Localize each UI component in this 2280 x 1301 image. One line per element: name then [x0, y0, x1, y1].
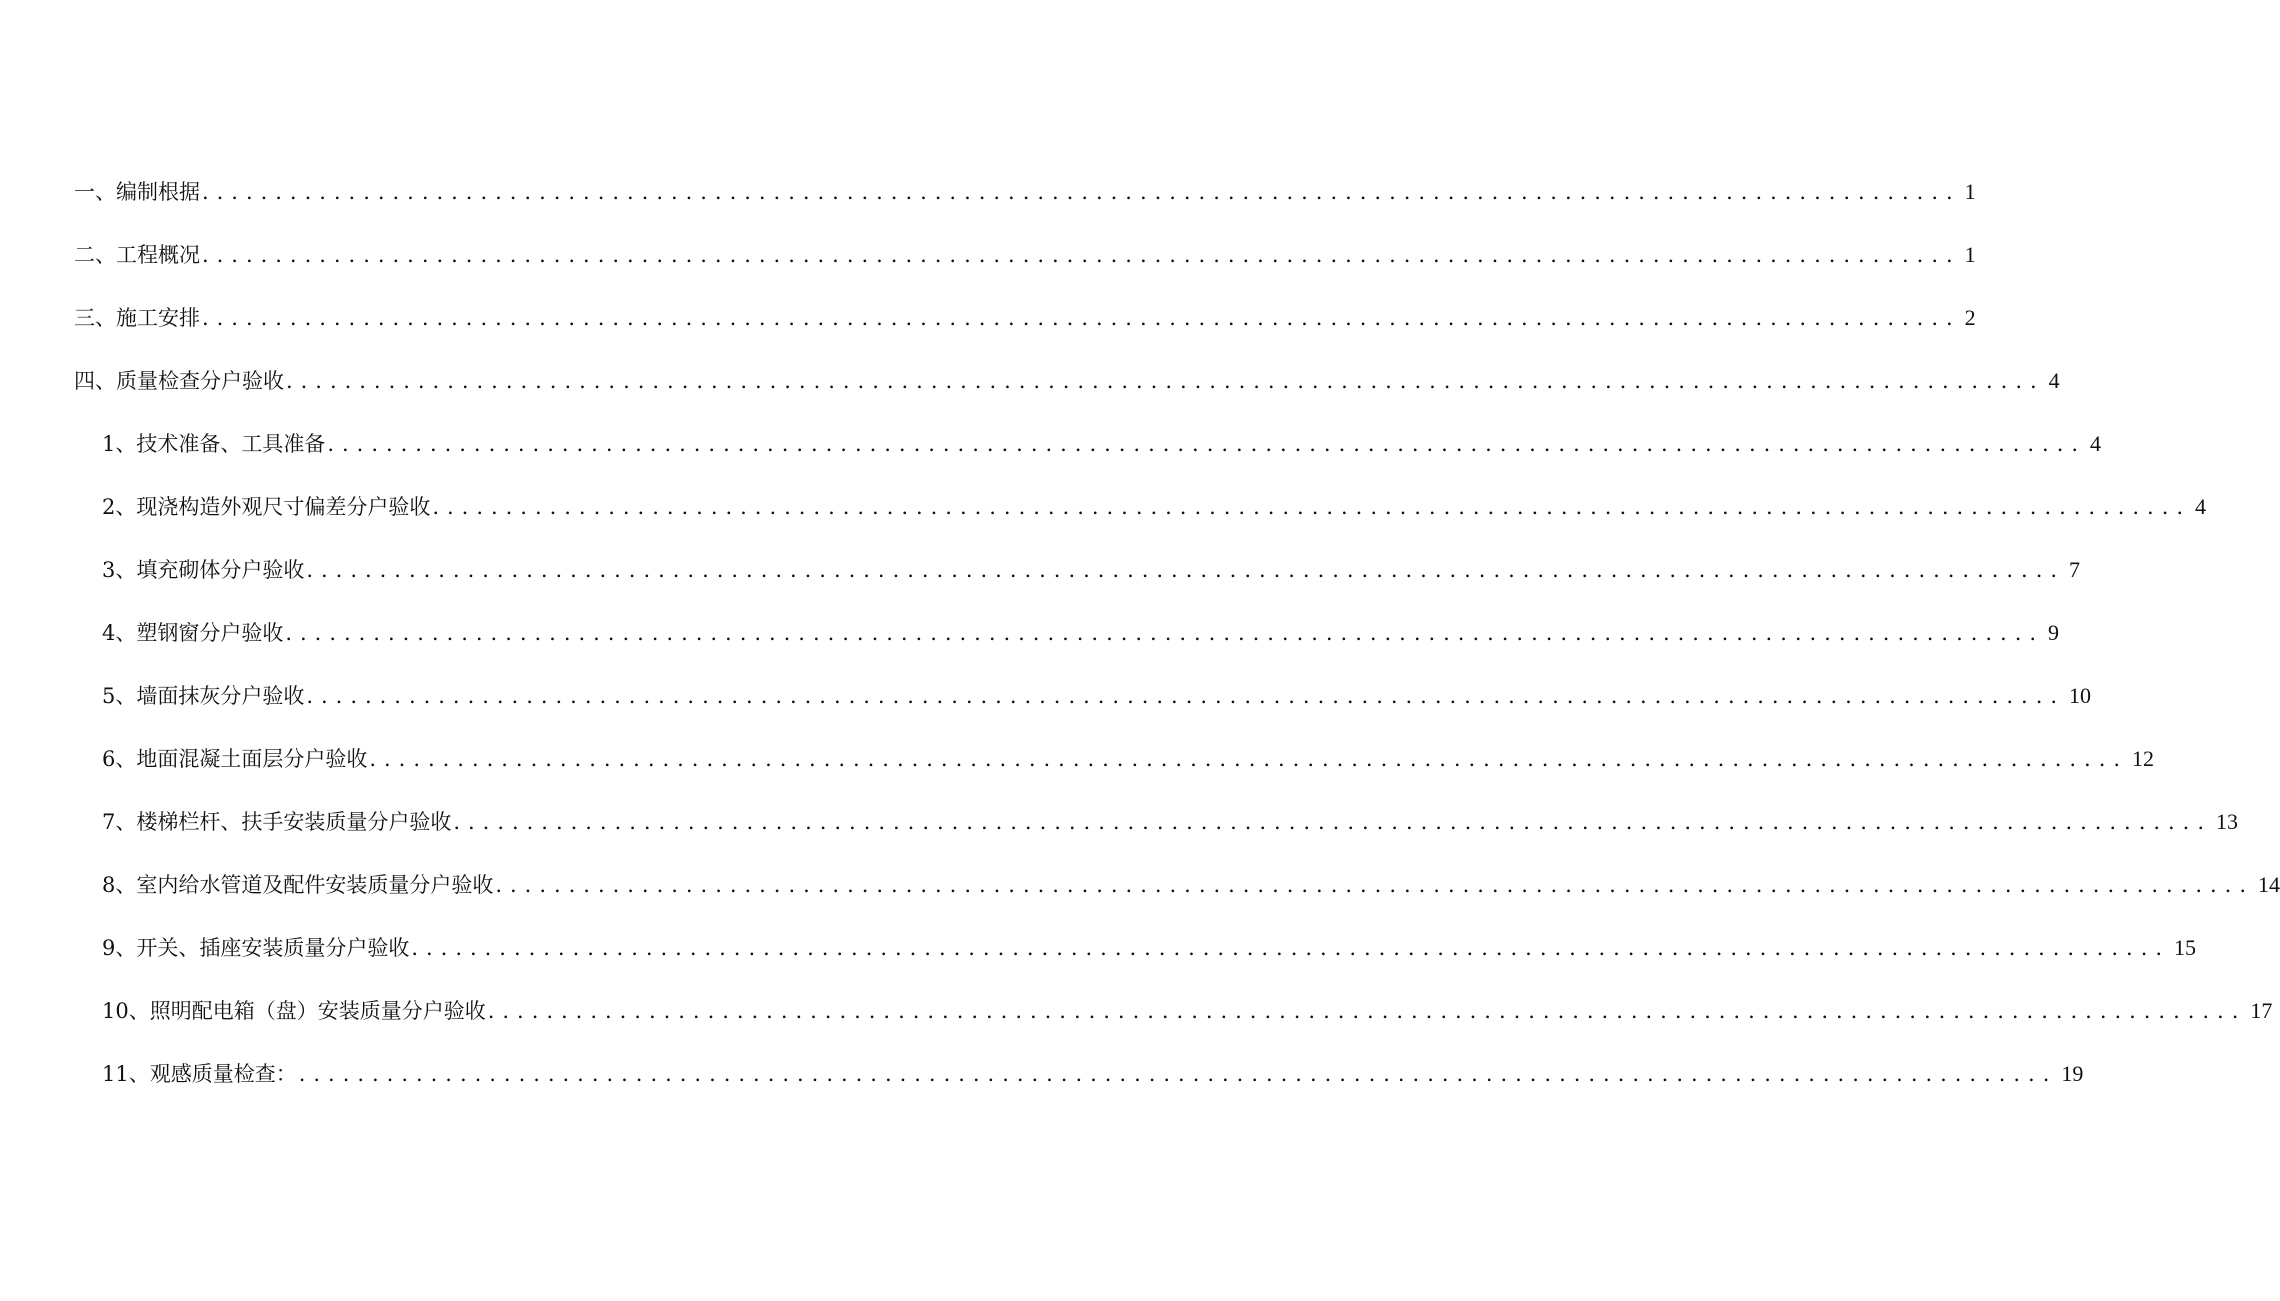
toc-leader-dots: ........................................................................................................................: [327, 432, 2087, 456]
toc-entry-label: 二、工程概况: [74, 243, 200, 267]
toc-entry-page: 7: [2069, 557, 2081, 582]
toc-entry-label: 9、开关、插座安装质量分户验收: [102, 936, 410, 960]
toc-entry[interactable]: [74, 928, 2197, 991]
toc-entry-page: 14: [2258, 872, 2280, 897]
toc-entry-label: 1、技术准备、工具准备: [102, 432, 326, 456]
toc-entry[interactable]: [74, 361, 2060, 424]
toc-entry[interactable]: [74, 298, 1976, 361]
table-of-contents: [74, 172, 2280, 1117]
toc-leader-dots: ........................................................................................................................: [202, 180, 1961, 204]
toc-entry[interactable]: [74, 550, 2081, 613]
toc-entry[interactable]: [74, 865, 2280, 928]
toc-entry[interactable]: [74, 613, 2060, 676]
toc-entry[interactable]: [74, 235, 1976, 298]
toc-entry-label: 三、施工安排: [74, 306, 200, 330]
toc-leader-dots: ........................................................................................................................: [495, 873, 2254, 897]
toc-entry[interactable]: [74, 739, 2155, 802]
toc-entry-label: 11、观感质量检查：: [102, 1062, 297, 1086]
toc-entry-label: 5、墙面抹灰分户验收: [102, 684, 305, 708]
toc-leader-dots: ........................................................................................................................: [432, 495, 2192, 519]
toc-leader-dots: ........................................................................................................................: [369, 747, 2129, 771]
toc-entry-page: 19: [2061, 1061, 2084, 1086]
toc-entry-label: 四、质量检查分户验收: [74, 369, 284, 393]
toc-entry-label: 6、地面混凝土面层分户验收: [102, 747, 368, 771]
toc-entry-page: 4: [2048, 368, 2060, 393]
toc-leader-dots: ........................................................................................................................: [306, 558, 2066, 582]
toc-leader-dots: ........................................................................................................................: [411, 936, 2171, 960]
toc-entry-label: 3、填充砌体分户验收: [102, 558, 305, 582]
toc-entry-page: 2: [1964, 305, 1976, 330]
toc-entry-page: 13: [2216, 809, 2238, 834]
toc-entry[interactable]: [74, 487, 2207, 550]
toc-entry[interactable]: [74, 424, 2102, 487]
toc-entry-page: 4: [2090, 431, 2102, 456]
toc-entry[interactable]: [74, 802, 2238, 865]
toc-entry-page: 10: [2069, 683, 2092, 708]
toc-entry[interactable]: [74, 1054, 2084, 1117]
toc-leader-dots: ........................................................................................................................: [202, 306, 1961, 330]
toc-entry-label: 一、编制根据: [74, 180, 200, 204]
toc-entry-page: 9: [2048, 620, 2060, 645]
toc-entry-page: 4: [2195, 494, 2207, 519]
toc-entry[interactable]: [74, 676, 2092, 739]
toc-entry-label: 7、楼梯栏杆、扶手安装质量分户验收: [102, 810, 452, 834]
toc-leader-dots: ........................................................................................................................: [202, 243, 1961, 267]
toc-leader-dots: ........................................................................................................................: [306, 684, 2066, 708]
toc-entry-page: 17: [2250, 998, 2273, 1023]
toc-entry-label: 10、照明配电箱（盘）安装质量分户验收: [102, 999, 486, 1023]
toc-entry-page: 15: [2174, 935, 2197, 960]
toc-entry-label: 8、室内给水管道及配件安装质量分户验收: [102, 873, 494, 897]
toc-entry-label: 4、塑钢窗分户验收: [102, 621, 284, 645]
toc-entry[interactable]: [74, 172, 1976, 235]
toc-leader-dots: ........................................................................................................................: [286, 369, 2045, 393]
toc-leader-dots: ........................................................................................................................: [285, 621, 2045, 645]
toc-leader-dots: ........................................................................................................................: [453, 810, 2212, 834]
toc-entry-label: 2、现浇构造外观尺寸偏差分户验收: [102, 495, 431, 519]
toc-entry[interactable]: [74, 991, 2273, 1054]
toc-entry-page: 1: [1964, 179, 1976, 204]
toc-leader-dots: ........................................................................................................................: [298, 1062, 2058, 1086]
toc-leader-dots: ........................................................................................................................: [487, 999, 2247, 1023]
toc-entry-page: 1: [1964, 242, 1976, 267]
toc-entry-page: 12: [2132, 746, 2155, 771]
